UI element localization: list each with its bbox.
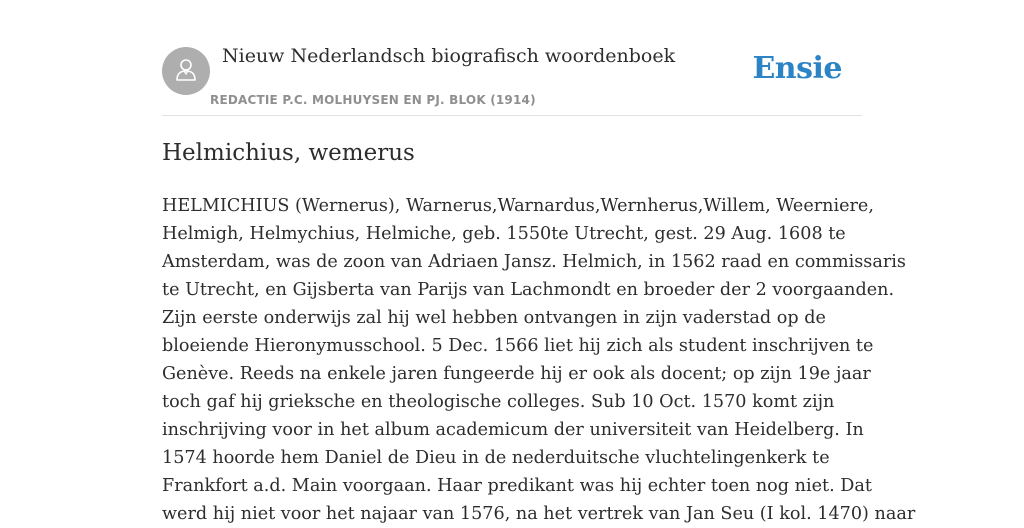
source-header xyxy=(162,0,862,116)
article-title: Helmichius, wemerus xyxy=(162,140,415,166)
article-line: Zijn eerste onderwijs zal hij wel hebben ontvangen in zijn vaderstad op de xyxy=(162,308,826,328)
user-icon xyxy=(172,55,200,88)
source-subtitle: REDACTIE P.C. MOLHUYSEN EN PJ. BLOK (1914) xyxy=(210,93,536,107)
article-line: Frankfort a.d. Main voorgaan. Haar predikant was hij echter toen nog niet. Dat xyxy=(162,476,872,496)
article-line: Genève. Reeds na enkele jaren fungeerde hij er ook als docent; op zijn 19e jaar xyxy=(162,364,871,384)
source-title[interactable]: Nieuw Nederlandsch biografisch woordenboek xyxy=(222,45,676,67)
article-line: inschrijving voor in het album academicum der universiteit van Heidelberg. In xyxy=(162,420,864,440)
article-line: toch gaf hij grieksche en theologische colleges. Sub 10 Oct. 1570 komt zijn xyxy=(162,392,835,412)
article-line: Helmigh, Helmychius, Helmiche, geb. 1550te Utrecht, gest. 29 Aug. 1608 te xyxy=(162,224,846,244)
article-line: 1574 hoorde hem Daniel de Dieu in de nederduitsche vluchtelingenkerk te xyxy=(162,448,830,468)
article-line: werd hij niet voor het najaar van 1576, na het vertrek van Jan Seu (I kol. 1470) naar xyxy=(162,504,916,524)
avatar[interactable] xyxy=(162,47,210,95)
article-line: te Utrecht, en Gijsberta van Parijs van Lachmondt en broeder der 2 voorgaanden. xyxy=(162,280,895,300)
article-line: bloeiende Hieronymusschool. 5 Dec. 1566 liet hij zich als student inschrijven te xyxy=(162,336,874,356)
ensie-logo[interactable]: Ensie xyxy=(752,51,842,86)
article-body xyxy=(162,192,916,528)
article-line: HELMICHIUS (Wernerus), Warnerus,Warnardus,Wernherus,Willem, Weerniere, xyxy=(162,196,874,216)
article-line: Amsterdam, was de zoon van Adriaen Jansz. Helmich, in 1562 raad en commissaris xyxy=(162,252,906,272)
